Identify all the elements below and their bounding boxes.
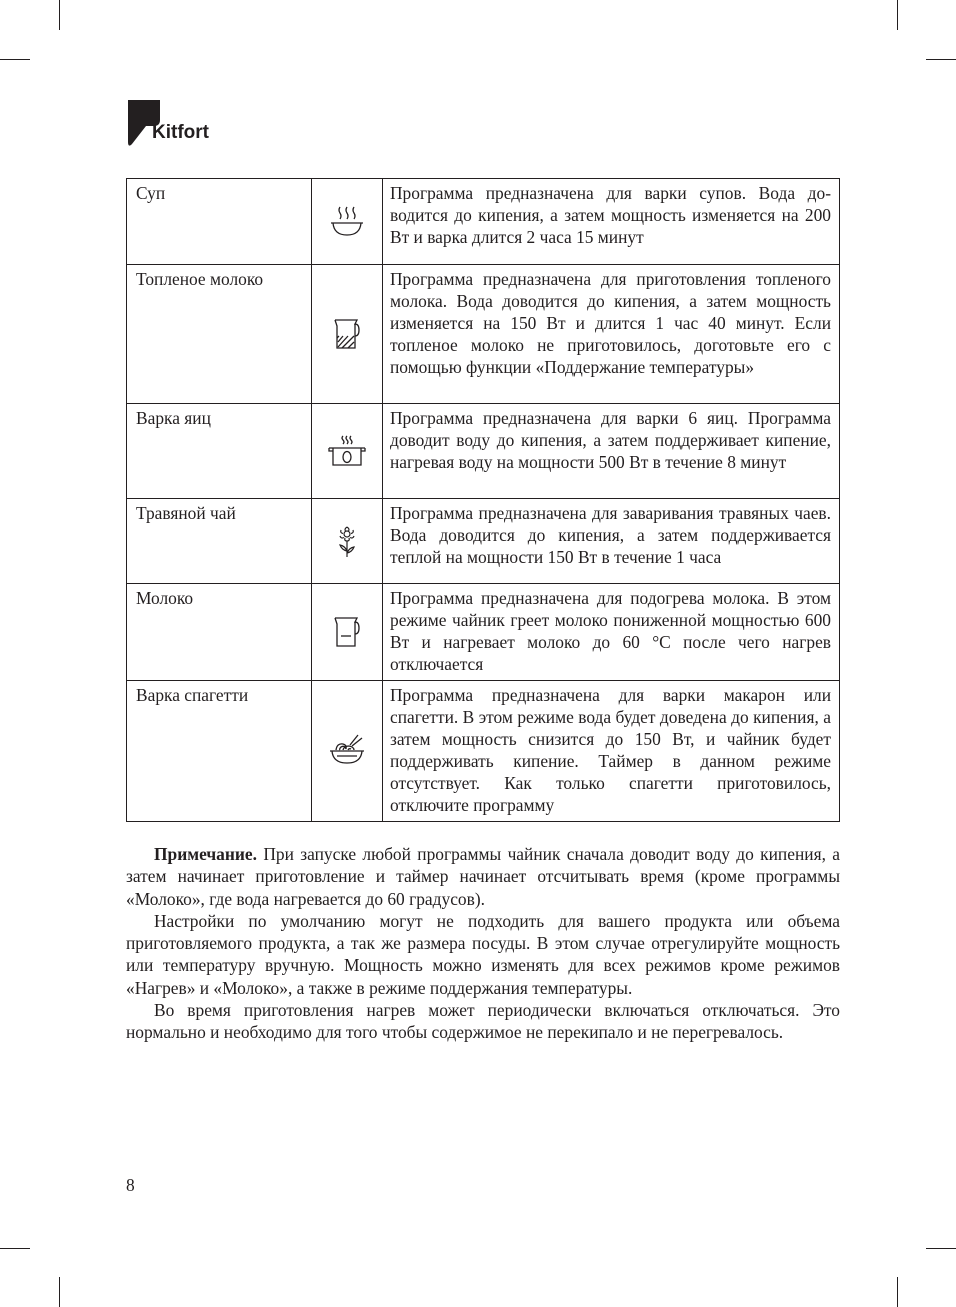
program-description: Программа предназначена для варки макарон или спагетти. В этом режиме вода будет доведена до кипения, а затем мощность снизится до 150 Вт, и чайник будет поддерживать кипение. Таймер в данном режиме отсутствует. Как только спагетти приготовилось, отключите программу: [383, 681, 840, 822]
program-name: Топленое молоко: [127, 265, 312, 404]
brand-name: Kitfort: [152, 122, 209, 143]
spaghetti-bowl-icon: [328, 733, 366, 769]
crop-mark: [926, 59, 956, 60]
table-row: [127, 179, 840, 265]
table-row: [127, 265, 840, 404]
program-description: Программа предназначена для подогрева молока. В этом режиме чайник греет молоко пониженной мощностью 600 Вт и нагревает молоко до 60 °С после чего нагрев отключается: [383, 584, 840, 681]
page-number: 8: [126, 1175, 135, 1195]
crop-mark: [897, 0, 898, 30]
program-name: Молоко: [127, 584, 312, 681]
crop-mark: [59, 1277, 60, 1307]
note-text: При запуске любой программы чайник сначала доводит воду до кипения, а затем начинает приготовление и таймер начинает отсчитывать время (кроме программы «Молоко», где вода нагревается до 60 градусов).: [126, 844, 840, 909]
herbal-flower-icon: [332, 523, 362, 559]
brand-logo: [126, 98, 236, 148]
programs-table: [126, 178, 840, 822]
program-name: Варка яиц: [127, 404, 312, 499]
table-row: [127, 681, 840, 822]
program-description: Программа предназначена для варки 6 яиц. Программа доводит воду до кипения, а затем поддерживает кипение, нагревая воду на мощности 500 Вт в течение 8 минут: [383, 404, 840, 499]
note-label: Примечание.: [154, 844, 257, 864]
note-paragraph: [126, 843, 840, 910]
crop-mark: [59, 0, 60, 30]
program-name: Варка спагетти: [127, 681, 312, 822]
baked-milk-jug-icon: [329, 316, 365, 352]
program-name: Суп: [127, 179, 312, 265]
program-description: Программа предназначена для варки супов. Вода доводится до кипения, а затем мощность изменяется на 200 Вт и варка длится 2 часа 15 минут: [383, 179, 840, 265]
crop-mark: [0, 1248, 30, 1249]
table-row: [127, 404, 840, 499]
program-description: Программа предназначена для приготовления топленого молока. Вода доводится до кипения, а затем мощность изменяется на 150 Вт и длится 1 час 40 минут. Если топленое молоко не приготовилось, доготовьте его с помощью функции «Поддержание температуры»: [383, 265, 840, 404]
crop-mark: [926, 1248, 956, 1249]
program-description: Программа предназначена для заваривания травяных чаев. Вода доводится до кипения, а затем поддерживается теплой на мощности 150 Вт в течение 1 часа: [383, 499, 840, 584]
program-name: Травяной чай: [127, 499, 312, 584]
crop-mark: [897, 1277, 898, 1307]
note-paragraph: Во время приготовления нагрев может периодически включаться отключаться. Это нормально и необходимо для того чтобы содержимое не перекипало и не перегревалось.: [126, 1000, 840, 1043]
table-row: [127, 499, 840, 584]
note-paragraph: Настройки по умолчанию могут не подходить для вашего продукта или объема приготовляемого продукта, а так же размера посуды. В этом случае отрегулируйте мощность или температуру вручную. Мощность можно изменять для всех режимов кроме режимов «Нагрев» и «Молоко», а также в режиме поддержания температуры.: [126, 910, 840, 998]
table-row: [127, 584, 840, 681]
soup-bowl-icon: [329, 204, 365, 240]
crop-mark: [0, 59, 30, 60]
egg-pot-icon: [327, 433, 367, 469]
notes-section: [126, 843, 840, 1044]
milk-jug-icon: [329, 614, 365, 650]
